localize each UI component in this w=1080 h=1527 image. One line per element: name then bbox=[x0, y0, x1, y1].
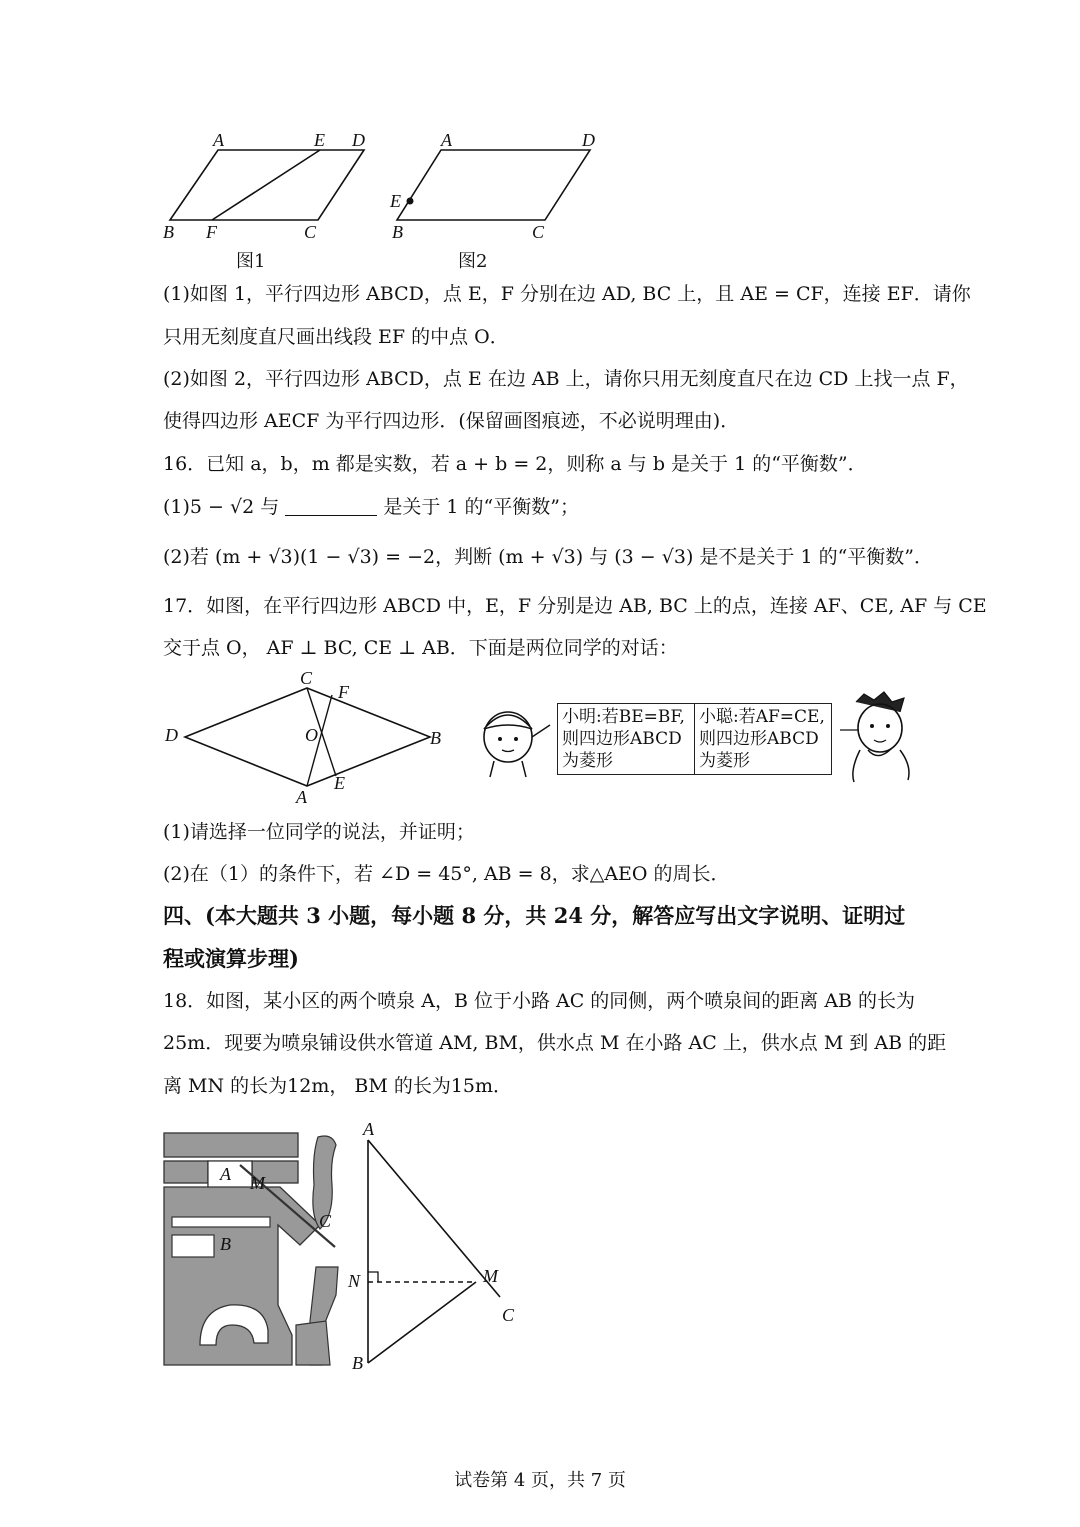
bubble-xiaoming-line2: 则四边形ABCD bbox=[562, 729, 682, 749]
fig1-label-d: D bbox=[352, 130, 365, 150]
figure-1-parallelogram bbox=[160, 130, 380, 240]
q17-part1: (1)请选择一位同学的说法，并证明； bbox=[163, 821, 475, 843]
fig1-segment-ef bbox=[212, 150, 320, 220]
fig2-caption: 图2 bbox=[458, 251, 488, 272]
q17-label-e: E bbox=[334, 773, 345, 793]
q16-part1 bbox=[163, 495, 579, 519]
q17-label-a: A bbox=[296, 787, 307, 807]
q18-line1: 18．如图，某小区的两个喷泉 A，B 位于小路 AC 的同侧，两个喷泉间的距离 AB 的长为 bbox=[163, 990, 916, 1012]
q17-label-o: O bbox=[305, 725, 318, 745]
figure-2-parallelogram bbox=[385, 130, 605, 240]
page-footer: 试卷第 4 页，共 7 页 bbox=[454, 1470, 626, 1491]
q16-answer-blank[interactable] bbox=[285, 497, 377, 516]
fig1-label-b: B bbox=[163, 222, 174, 242]
map-label-c: C bbox=[319, 1211, 332, 1231]
q18-geometry-figure bbox=[340, 1125, 530, 1370]
fig1-label-f: F bbox=[206, 222, 217, 242]
q18-line3: 离 MN 的长为12m， BM 的长为15m． bbox=[163, 1075, 513, 1097]
fig2-label-c: C bbox=[532, 222, 545, 242]
q17-part2: (2)在（1）的条件下，若 ∠D = 45°, AB = 8，求△AEO 的周长． bbox=[163, 863, 730, 885]
segment-bm bbox=[368, 1282, 476, 1363]
bubble-xiaocong bbox=[694, 703, 832, 775]
q17-label-d: D bbox=[165, 725, 178, 745]
bubble-xiaoming-line1: 小明:若BE=BF, bbox=[562, 707, 685, 727]
q17-label-c: C bbox=[300, 668, 313, 688]
section4-heading-line2: 程或演算步理) bbox=[163, 946, 299, 971]
q15-part1-line1: (1)如图 1，平行四边形 ABCD，点 E，F 分别在边 AD, BC 上，且 AE = CF，连接 EF．请你 bbox=[163, 283, 971, 305]
section4-heading-line1: 四、(本大题共 3 小题，每小题 8 分，共 24 分，解答应写出文字说明、证明过 bbox=[163, 903, 906, 928]
q16-part1-suffix: 是关于 1 的“平衡数”； bbox=[383, 496, 579, 518]
geo-label-m: M bbox=[483, 1266, 498, 1286]
student-xiaoming-illustration bbox=[470, 695, 560, 785]
q15-part1-line2: 只用无刻度直尺画出线段 EF 的中点 O． bbox=[163, 326, 509, 348]
right-angle-mark bbox=[368, 1272, 378, 1282]
fig2-label-a: A bbox=[441, 130, 452, 150]
fig2-label-d: D bbox=[582, 130, 595, 150]
q17-stem-line1: 17．如图，在平行四边形 ABCD 中，E，F 分别是边 AB, BC 上的点，连接 AF、CE, AF 与 CE bbox=[163, 595, 987, 617]
bubble-xiaocong-line3: 为菱形 bbox=[699, 751, 750, 771]
geo-label-c: C bbox=[502, 1305, 515, 1325]
segment-ac bbox=[368, 1140, 500, 1297]
q15-part2-line2: 使得四边形 AECF 为平行四边形．(保留画图痕迹，不必说明理由)． bbox=[163, 410, 740, 432]
q18-line2: 25m．现要为喷泉铺设供水管道 AM, BM，供水点 M 在小路 AC 上，供水点 M 到 AB 的距 bbox=[163, 1032, 947, 1054]
fig2-parallelogram-abcd bbox=[397, 150, 590, 220]
bubble-xiaoming bbox=[557, 703, 695, 775]
bubble-xiaocong-line2: 则四边形ABCD bbox=[699, 729, 819, 749]
q17-label-f: F bbox=[338, 682, 349, 702]
fig2-label-b: B bbox=[392, 222, 403, 242]
geo-label-b: B bbox=[352, 1353, 363, 1373]
map-label-m: M bbox=[250, 1173, 265, 1193]
bubble-xiaoming-line3: 为菱形 bbox=[562, 751, 613, 771]
q18-neighborhood-map bbox=[160, 1125, 350, 1375]
q16-stem: 16．已知 a，b，m 都是实数，若 a + b = 2，则称 a 与 b 是关于 1 的“平衡数”． bbox=[163, 453, 867, 475]
fig1-label-e: E bbox=[314, 130, 325, 150]
fig1-caption: 图1 bbox=[236, 251, 266, 272]
fig1-label-c: C bbox=[304, 222, 317, 242]
fig1-label-a: A bbox=[213, 130, 224, 150]
map-label-a: A bbox=[220, 1164, 231, 1184]
fig2-point-e bbox=[407, 198, 414, 205]
map-label-b: B bbox=[220, 1234, 231, 1254]
student-xiaocong-illustration bbox=[830, 690, 925, 785]
q16-part1-prefix: (1)5 − √2 与 bbox=[163, 496, 280, 518]
q16-part2: (2)若 (m + √3)(1 − √3) = −2，判断 (m + √3) 与 (3 − √3) 是不是关于 1 的“平衡数”． bbox=[163, 546, 934, 568]
geo-label-n: N bbox=[348, 1271, 361, 1291]
q15-part2-line1: (2)如图 2，平行四边形 ABCD，点 E 在边 AB 上，请你只用无刻度直尺在边 CD 上找一点 F， bbox=[163, 368, 969, 390]
q17-label-b: B bbox=[430, 728, 441, 748]
bubble-xiaocong-line1: 小聪:若AF=CE, bbox=[699, 707, 825, 727]
geo-label-a: A bbox=[363, 1119, 374, 1139]
fig2-label-e: E bbox=[390, 191, 401, 211]
q17-stem-line2: 交于点 O， AF ⊥ BC, CE ⊥ AB．下面是两位同学的对话： bbox=[163, 637, 678, 659]
